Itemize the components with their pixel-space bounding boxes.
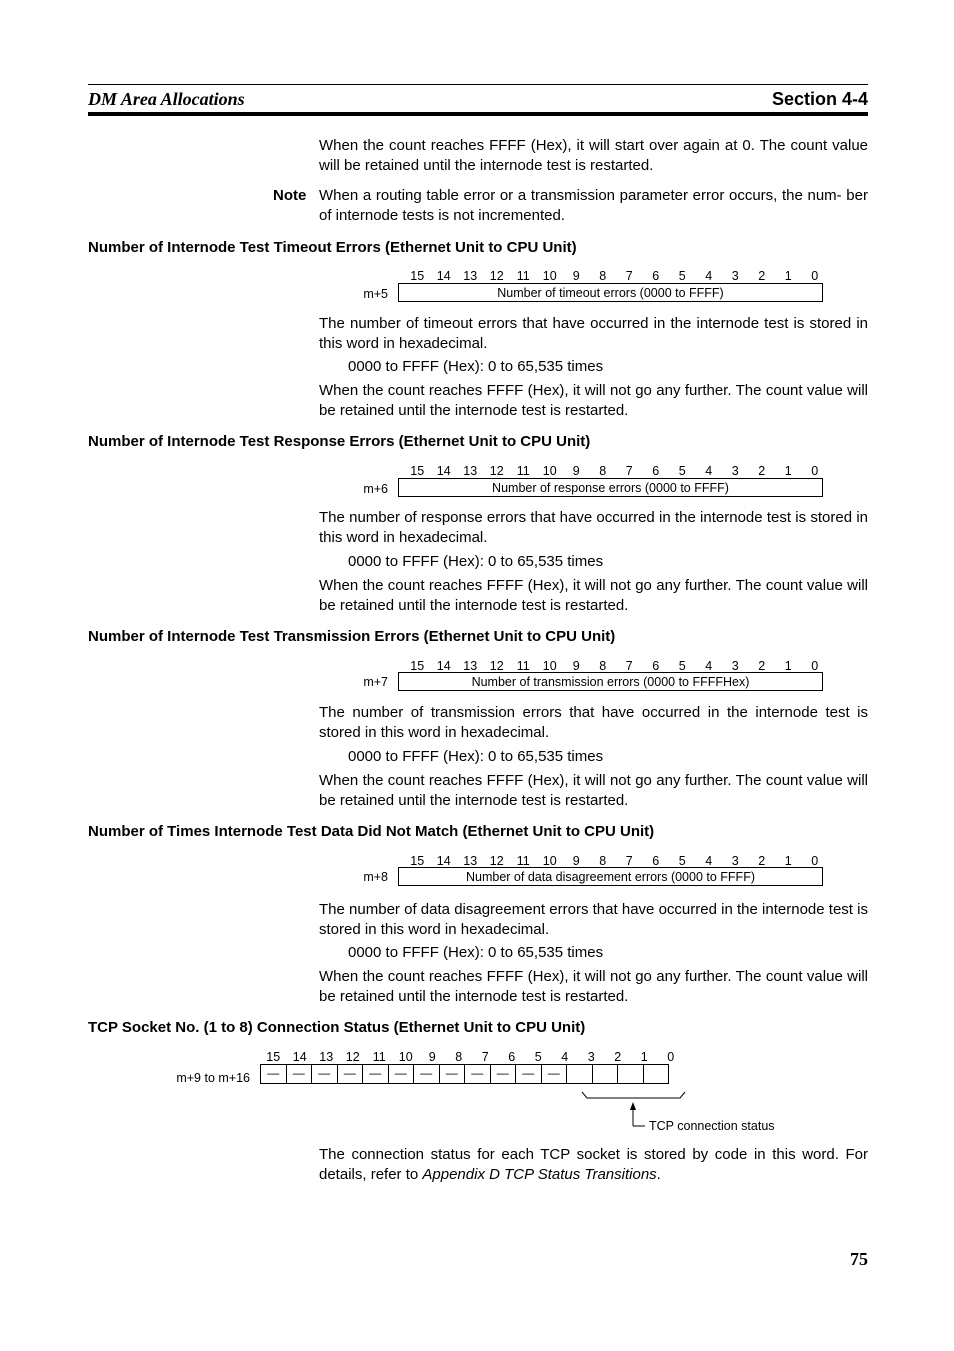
bit-number: 4 [705, 659, 713, 673]
note-text: When a routing table error or a transmission parameter error occurs, the num- ber of internode tests is not incremented. [319, 187, 868, 224]
intro-paragraph: When the count reaches FFFF (Hex), it will start over again at 0. The count value will be retained until the internode test is restarted. [319, 137, 868, 174]
section-number: Section 4-4 [771, 89, 868, 109]
bit-number-row [404, 269, 828, 283]
bit-number: 9 [428, 1050, 436, 1064]
word-field-box: Number of response errors (0000 to FFFF) [398, 478, 823, 497]
note-label: Note [273, 187, 307, 204]
section-heading-data-mismatch: Number of Times Internode Test Data Did Not Match (Ethernet Unit to CPU Unit) [88, 823, 655, 840]
bit-number: 3 [731, 269, 739, 283]
bit-cell: — [439, 1064, 466, 1084]
section-description: The number of response errors that have occurred in the internode test is stored in this word in hexadecimal. [319, 509, 868, 546]
bit-number: 11 [516, 659, 530, 673]
bit-cell: — [337, 1064, 364, 1084]
bit-number: 3 [731, 854, 739, 868]
bit-number: 11 [516, 854, 530, 868]
bit-number: 15 [410, 269, 425, 283]
bit-number: 11 [516, 464, 530, 478]
bit-number: 8 [599, 464, 607, 478]
bit-number: 6 [652, 659, 660, 673]
bit-number: 12 [345, 1050, 360, 1064]
bit-number: 8 [599, 269, 607, 283]
bit-number: 10 [542, 464, 557, 478]
bit-number-row [404, 854, 828, 868]
bit-number: 10 [542, 659, 557, 673]
bit-cell: — [413, 1064, 440, 1084]
bit-number-row [404, 464, 828, 478]
bit-number: 3 [587, 1050, 595, 1064]
appendix-reference: Appendix D TCP Status Transitions [422, 1165, 657, 1183]
bit-number: 2 [758, 269, 766, 283]
tcp-status-caption: TCP connection status [649, 1119, 775, 1133]
bit-number: 5 [678, 464, 686, 478]
bit-number: 13 [463, 269, 478, 283]
bit-number: 9 [572, 854, 580, 868]
bit-cell [592, 1064, 619, 1084]
tcp-description-text: The connection status for each TCP socket is stored by code in this word. For details, refer to [319, 1146, 868, 1183]
bit-number: 12 [489, 854, 504, 868]
word-address: m+7 [363, 675, 388, 689]
bit-number: 4 [705, 854, 713, 868]
bit-cell: — [311, 1064, 338, 1084]
bit-number: 0 [811, 854, 819, 868]
bit-number: 5 [678, 269, 686, 283]
bit-number: 5 [678, 854, 686, 868]
bit-number-row [260, 1050, 684, 1064]
section-heading-tcp-status: TCP Socket No. (1 to 8) Connection Status (Ethernet Unit to CPU Unit) [88, 1019, 586, 1036]
bit-cell [643, 1064, 670, 1084]
bit-number: 14 [436, 269, 451, 283]
bit-cell: — [388, 1064, 415, 1084]
value-range: 0000 to FFFF (Hex): 0 to 65,535 times [348, 748, 604, 765]
section-note: When the count reaches FFFF (Hex), it will not go any further. The count value will be retained until the internode test is restarted. [319, 772, 868, 809]
bit-number: 15 [410, 659, 425, 673]
bit-number: 10 [398, 1050, 413, 1064]
bit-number: 10 [542, 854, 557, 868]
bit-number: 12 [489, 659, 504, 673]
section-heading-transmission: Number of Internode Test Transmission Errors (Ethernet Unit to CPU Unit) [88, 628, 616, 645]
bit-number: 14 [436, 854, 451, 868]
bit-cell: — [515, 1064, 542, 1084]
bit-number: 6 [508, 1050, 516, 1064]
word-field-box: Number of data disagreement errors (0000 to FFFF) [398, 867, 823, 886]
bit-number: 2 [758, 659, 766, 673]
bit-number: 7 [625, 854, 633, 868]
header-bottom-rule [88, 112, 868, 116]
bit-number: 8 [455, 1050, 463, 1064]
bit-cell: — [490, 1064, 517, 1084]
bit-number: 9 [572, 464, 580, 478]
bit-number: 15 [266, 1050, 281, 1064]
bit-number: 12 [489, 464, 504, 478]
bit-number-row [404, 659, 828, 673]
running-header-title: DM Area Allocations [88, 89, 245, 109]
bit-number: 7 [625, 269, 633, 283]
bit-number: 15 [410, 464, 425, 478]
section-description: The number of data disagreement errors that have occurred in the internode test is stored in this word in hexadecimal. [319, 901, 868, 938]
value-range: 0000 to FFFF (Hex): 0 to 65,535 times [348, 553, 604, 570]
word-address: m+5 [363, 287, 388, 301]
word-address: m+6 [363, 482, 388, 496]
section-description: The number of timeout errors that have occurred in the internode test is stored in this word in hexadecimal. [319, 315, 868, 352]
bit-number: 13 [463, 659, 478, 673]
bit-number: 9 [572, 269, 580, 283]
tcp-description-end: . [656, 1165, 661, 1183]
bit-number: 13 [463, 464, 478, 478]
bit-cell [566, 1064, 593, 1084]
bit-number: 3 [731, 464, 739, 478]
value-range: 0000 to FFFF (Hex): 0 to 65,535 times [348, 944, 604, 961]
section-note: When the count reaches FFFF (Hex), it will not go any further. The count value will be retained until the internode test is restarted. [319, 577, 868, 614]
bit-number: 8 [599, 854, 607, 868]
bit-number: 7 [625, 659, 633, 673]
bit-number: 4 [705, 269, 713, 283]
bit-cell [617, 1064, 644, 1084]
bit-number: 1 [784, 464, 792, 478]
bit-cell: — [464, 1064, 491, 1084]
bit-number: 0 [811, 269, 819, 283]
bit-number: 12 [489, 269, 504, 283]
bit-number: 1 [784, 659, 792, 673]
bit-number: 4 [561, 1050, 569, 1064]
bit-number: 0 [811, 464, 819, 478]
bit-number: 6 [652, 854, 660, 868]
section-note: When the count reaches FFFF (Hex), it will not go any further. The count value will be retained until the internode test is restarted. [319, 382, 868, 419]
tcp-description [319, 1145, 868, 1184]
bit-number: 1 [784, 854, 792, 868]
word-address: m+9 to m+16 [176, 1071, 250, 1085]
bit-number: 13 [319, 1050, 334, 1064]
bit-number: 1 [640, 1050, 648, 1064]
bit-number: 5 [534, 1050, 542, 1064]
word-field-box: Number of transmission errors (0000 to FFFFHex) [398, 672, 823, 691]
bit-number: 1 [784, 269, 792, 283]
bit-number: 14 [436, 464, 451, 478]
section-note: When the count reaches FFFF (Hex), it will not go any further. The count value will be retained until the internode test is restarted. [319, 968, 868, 1005]
bit-number: 9 [572, 659, 580, 673]
bit-number: 10 [542, 269, 557, 283]
bit-number: 14 [436, 659, 451, 673]
section-heading-response: Number of Internode Test Response Errors (Ethernet Unit to CPU Unit) [88, 433, 591, 450]
page-number: 75 [850, 1249, 868, 1269]
section-description: The number of transmission errors that have occurred in the internode test is stored in this word in hexadecimal. [319, 704, 868, 741]
bit-number: 3 [731, 659, 739, 673]
bit-cell-row [260, 1064, 669, 1084]
bit-number: 0 [811, 659, 819, 673]
bit-number: 2 [758, 464, 766, 478]
section-heading-timeout: Number of Internode Test Timeout Errors (Ethernet Unit to CPU Unit) [88, 239, 577, 256]
bit-number: 15 [410, 854, 425, 868]
bit-number: 2 [758, 854, 766, 868]
bit-cell: — [260, 1064, 287, 1084]
bit-number: 13 [463, 854, 478, 868]
bit-number: 11 [516, 269, 530, 283]
bit-number: 2 [614, 1050, 622, 1064]
header-top-rule [88, 84, 868, 85]
bit-number: 7 [625, 464, 633, 478]
bit-number: 7 [481, 1050, 489, 1064]
bit-number: 14 [292, 1050, 307, 1064]
value-range: 0000 to FFFF (Hex): 0 to 65,535 times [348, 358, 604, 375]
bit-cell: — [286, 1064, 313, 1084]
bit-number: 6 [652, 269, 660, 283]
bit-cell: — [541, 1064, 568, 1084]
bit-number: 4 [705, 464, 713, 478]
word-field-box: Number of timeout errors (0000 to FFFF) [398, 283, 823, 302]
bit-cell: — [362, 1064, 389, 1084]
bit-number: 11 [372, 1050, 386, 1064]
bit-number: 5 [678, 659, 686, 673]
bit-number: 0 [667, 1050, 675, 1064]
word-address: m+8 [363, 870, 388, 884]
bit-number: 6 [652, 464, 660, 478]
bit-number: 8 [599, 659, 607, 673]
